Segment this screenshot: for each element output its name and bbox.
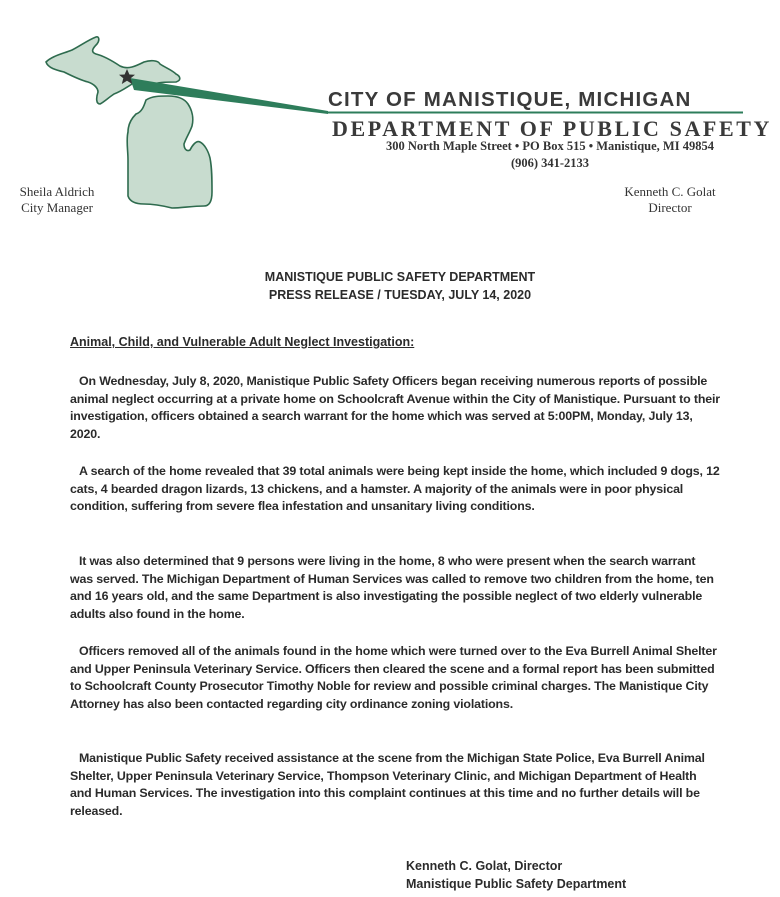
director-title: Director [648, 200, 692, 215]
release-subject: Animal, Child, and Vulnerable Adult Neglect Investigation: [70, 335, 415, 349]
department-title: DEPARTMENT OF PUBLIC SAFETY [332, 116, 772, 141]
release-heading [0, 268, 780, 304]
city-manager-block [12, 184, 102, 216]
paragraph: A search of the home revealed that 39 total animals were being kept inside the home, which included 9 dogs, 12 cats, 4 bearded dragon lizards, 13 chickens, and a hamster. A majority of the animals were in poor physical condition, suffering from severe flea infestation and unsanitary living conditions. [70, 464, 720, 513]
release-department: MANISTIQUE PUBLIC SAFETY DEPARTMENT [264, 270, 536, 284]
director-block [600, 184, 740, 216]
paragraph: On Wednesday, July 8, 2020, Manistique Public Safety Officers began receiving numerous reports of possible animal neglect occurring at a private home on Schoolcraft Avenue within the City of Manistique. Pursuant to their investigation, officers obtained a search warrant for the home which was served at 5:00PM, Monday, July 13, 2020. [70, 374, 720, 441]
city-title: CITY OF MANISTIQUE, MICHIGAN [328, 88, 692, 111]
lower-peninsula-shape [127, 96, 212, 208]
signature-block [406, 857, 626, 893]
director-name: Kenneth C. Golat [624, 184, 716, 199]
department-address: 300 North Maple Street • PO Box 515 • Manistique, MI 49854 [386, 139, 714, 153]
signature-organization: Manistique Public Safety Department [406, 877, 627, 891]
paragraph: Manistique Public Safety received assistance at the scene from the Michigan State Police, Eva Burrell Animal Shelter, Upper Peninsula Veterinary Service, Thompson Veterinary Clinic, and Michigan Department of Health and Human Services. The investigation into this complaint continues at this time and no further details will be released. [70, 751, 705, 818]
paragraph: It was also determined that 9 persons were living in the home, 8 who were present when the search warrant was served. The Michigan Department of Human Services was called to remove two children from the home, ten and 16 years old, and the same Department is also investigating the possible neglect of two elderly vulnerable adults also found in the home. [70, 554, 714, 621]
paragraph: Officers removed all of the animals found in the home which were turned over to the Eva Burrell Animal Shelter and Upper Peninsula Veterinary Service. Officers then cleared the scene and a formal report has been submitted to Schoolcraft County Prosecutor Timothy Noble for review and possible criminal charges. The Manistique City Attorney has also been contacted regarding city ordinance zoning violations. [70, 644, 717, 711]
city-manager-name: Sheila Aldrich [19, 184, 95, 199]
signature-name: Kenneth C. Golat, Director [406, 859, 563, 873]
city-manager-title: City Manager [21, 200, 93, 215]
upper-peninsula-shape [46, 37, 180, 104]
release-date: PRESS RELEASE / TUESDAY, JULY 14, 2020 [268, 288, 532, 302]
department-phone: (906) 341-2133 [510, 156, 590, 170]
